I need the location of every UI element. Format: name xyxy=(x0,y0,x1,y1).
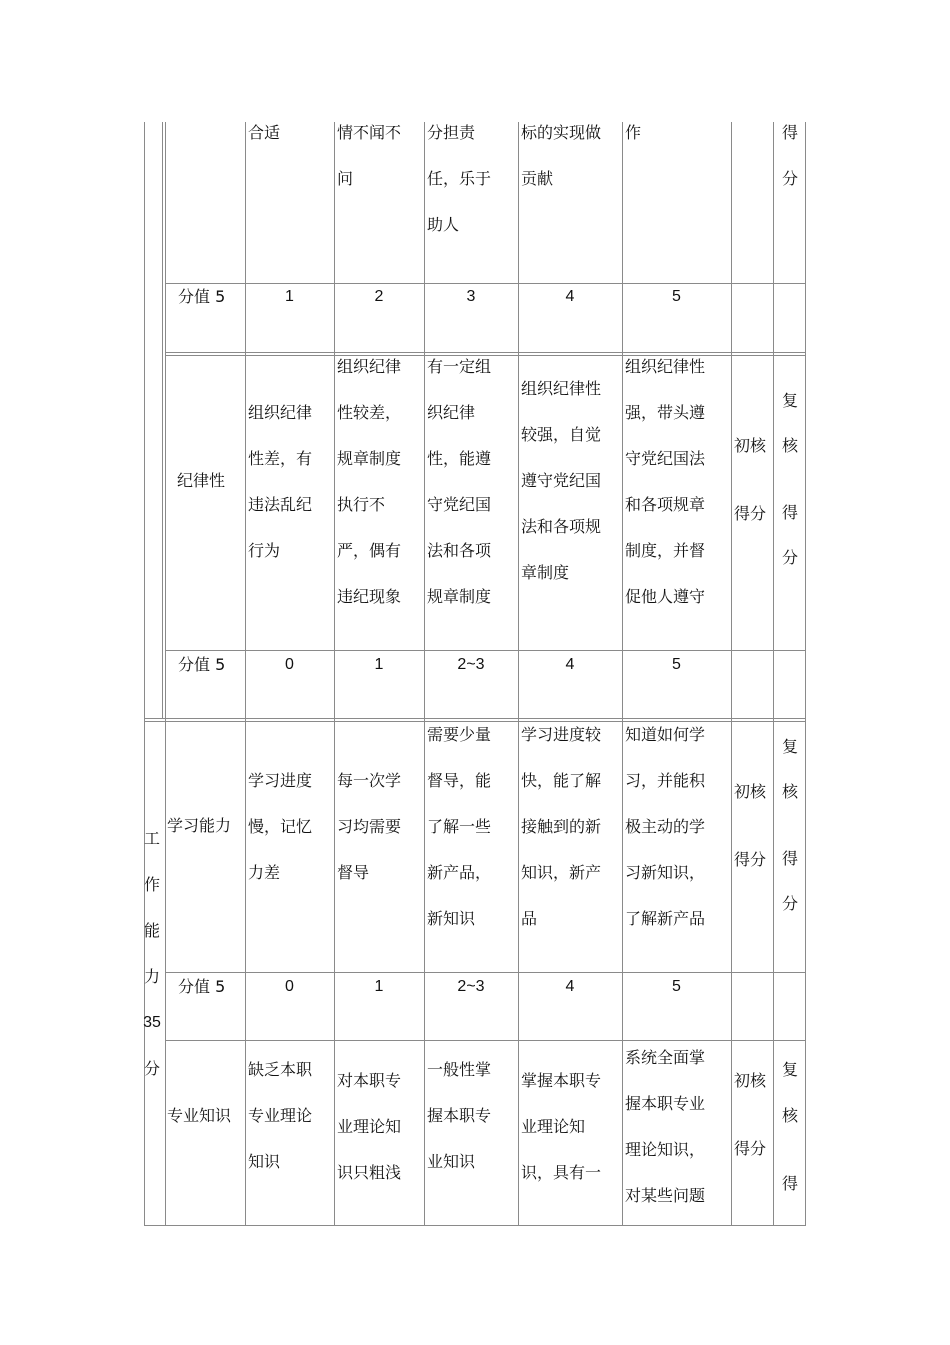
cell-level-1: 学习进度 慢，记忆 力差 xyxy=(248,771,313,882)
cell-level-4: 组织纪律性 较强，自觉 遵守党纪国 法和各项规 章制度 xyxy=(521,379,602,582)
grid-line xyxy=(144,1225,806,1226)
score-label: 分值 5 xyxy=(178,655,226,674)
grid-line xyxy=(805,122,806,1226)
score-value: 1 xyxy=(374,656,384,673)
cell-level-1: 合适 xyxy=(248,123,281,142)
score-value: 1 xyxy=(285,288,294,305)
cell-level-2: 组织纪律 性较差， 规章制度 执行不 严，偶有 违纪现象 xyxy=(337,357,402,606)
cell-level-4: 标的实现做 贡献 xyxy=(521,123,602,188)
cell-level-1: 缺乏本职 专业理论 知识 xyxy=(248,1060,313,1171)
initial-review-score: 初核 得分 xyxy=(734,436,767,523)
cell-level-3: 需要少量 督导，能 了解一些 新产品， 新知识 xyxy=(427,725,492,928)
score-value: 5 xyxy=(672,288,681,305)
category-char: 工 xyxy=(143,829,160,848)
grid-line xyxy=(165,122,166,1226)
cell-level-1: 组织纪律 性差，有 违法乱纪 行为 xyxy=(248,403,313,560)
second-review-score: 复 核 得 分 xyxy=(781,737,798,913)
cell-level-3: 一般性掌 握本职专 业知识 xyxy=(427,1060,492,1171)
criterion-label: 专业知识 xyxy=(167,1106,232,1125)
score-value: 0 xyxy=(285,978,294,995)
score-value: 2~3 xyxy=(457,656,485,673)
cell-level-2: 每一次学 习均需要 督导 xyxy=(337,771,402,882)
cell-level-4: 掌握本职专 业理论知 识，具有一 xyxy=(521,1071,602,1182)
cell-level-3: 有一定组 织纪律 性，能遵 守党纪国 法和各项 规章制度 xyxy=(427,357,492,606)
cell-level-5: 知道如何学 习，并能积 极主动的学 习新知识， 了解新产品 xyxy=(625,725,706,928)
score-value: 1 xyxy=(374,978,384,995)
category-char: 35 xyxy=(143,1014,161,1031)
second-review-score: 复 核 得 分 xyxy=(781,391,798,567)
category-char: 力 xyxy=(143,967,160,986)
score-value: 4 xyxy=(565,288,575,305)
score-value: 0 xyxy=(285,656,294,673)
cell-level-5: 组织纪律性 强，带头遵 守党纪国法 和各项规章 制度，并督 促他人遵守 xyxy=(625,357,706,606)
score-label: 分值 5 xyxy=(178,287,226,306)
grid-line xyxy=(773,122,774,1226)
category-char: 作 xyxy=(143,875,160,894)
cell-level-4: 学习进度较 快，能了解 接触到的新 知识，新产 品 xyxy=(521,725,602,928)
cell-level-2: 情不闻不 问 xyxy=(337,123,402,188)
criterion-label: 学习能力 xyxy=(167,816,232,835)
criterion-label: 纪律性 xyxy=(177,471,226,490)
cell-level-3: 分担责 任，乐于 助人 xyxy=(427,123,492,234)
second-review-score: 复 核 得 xyxy=(781,1060,798,1193)
score-value: 2~3 xyxy=(457,978,485,995)
score-label: 分值 5 xyxy=(178,977,226,996)
grid-line xyxy=(162,122,163,718)
cell-review-score: 得 分 xyxy=(781,123,798,188)
cell-level-2: 对本职专 业理论知 识只粗浅 xyxy=(337,1071,402,1182)
score-value: 4 xyxy=(565,978,575,995)
grid-line xyxy=(731,122,732,1226)
cell-level-5: 作 xyxy=(625,123,642,142)
cell-level-5: 系统全面掌 握本职专业 理论知识， 对某些问题 xyxy=(625,1048,706,1205)
initial-review-score: 初核 得分 xyxy=(734,782,767,869)
score-value: 2 xyxy=(374,288,384,305)
initial-review-score: 初核 得分 xyxy=(734,1071,767,1158)
score-value: 3 xyxy=(466,288,476,305)
score-value: 5 xyxy=(672,656,681,673)
score-value: 5 xyxy=(672,978,681,995)
category-char: 分 xyxy=(143,1059,160,1078)
category-char: 能 xyxy=(143,921,160,940)
score-value: 4 xyxy=(565,656,575,673)
